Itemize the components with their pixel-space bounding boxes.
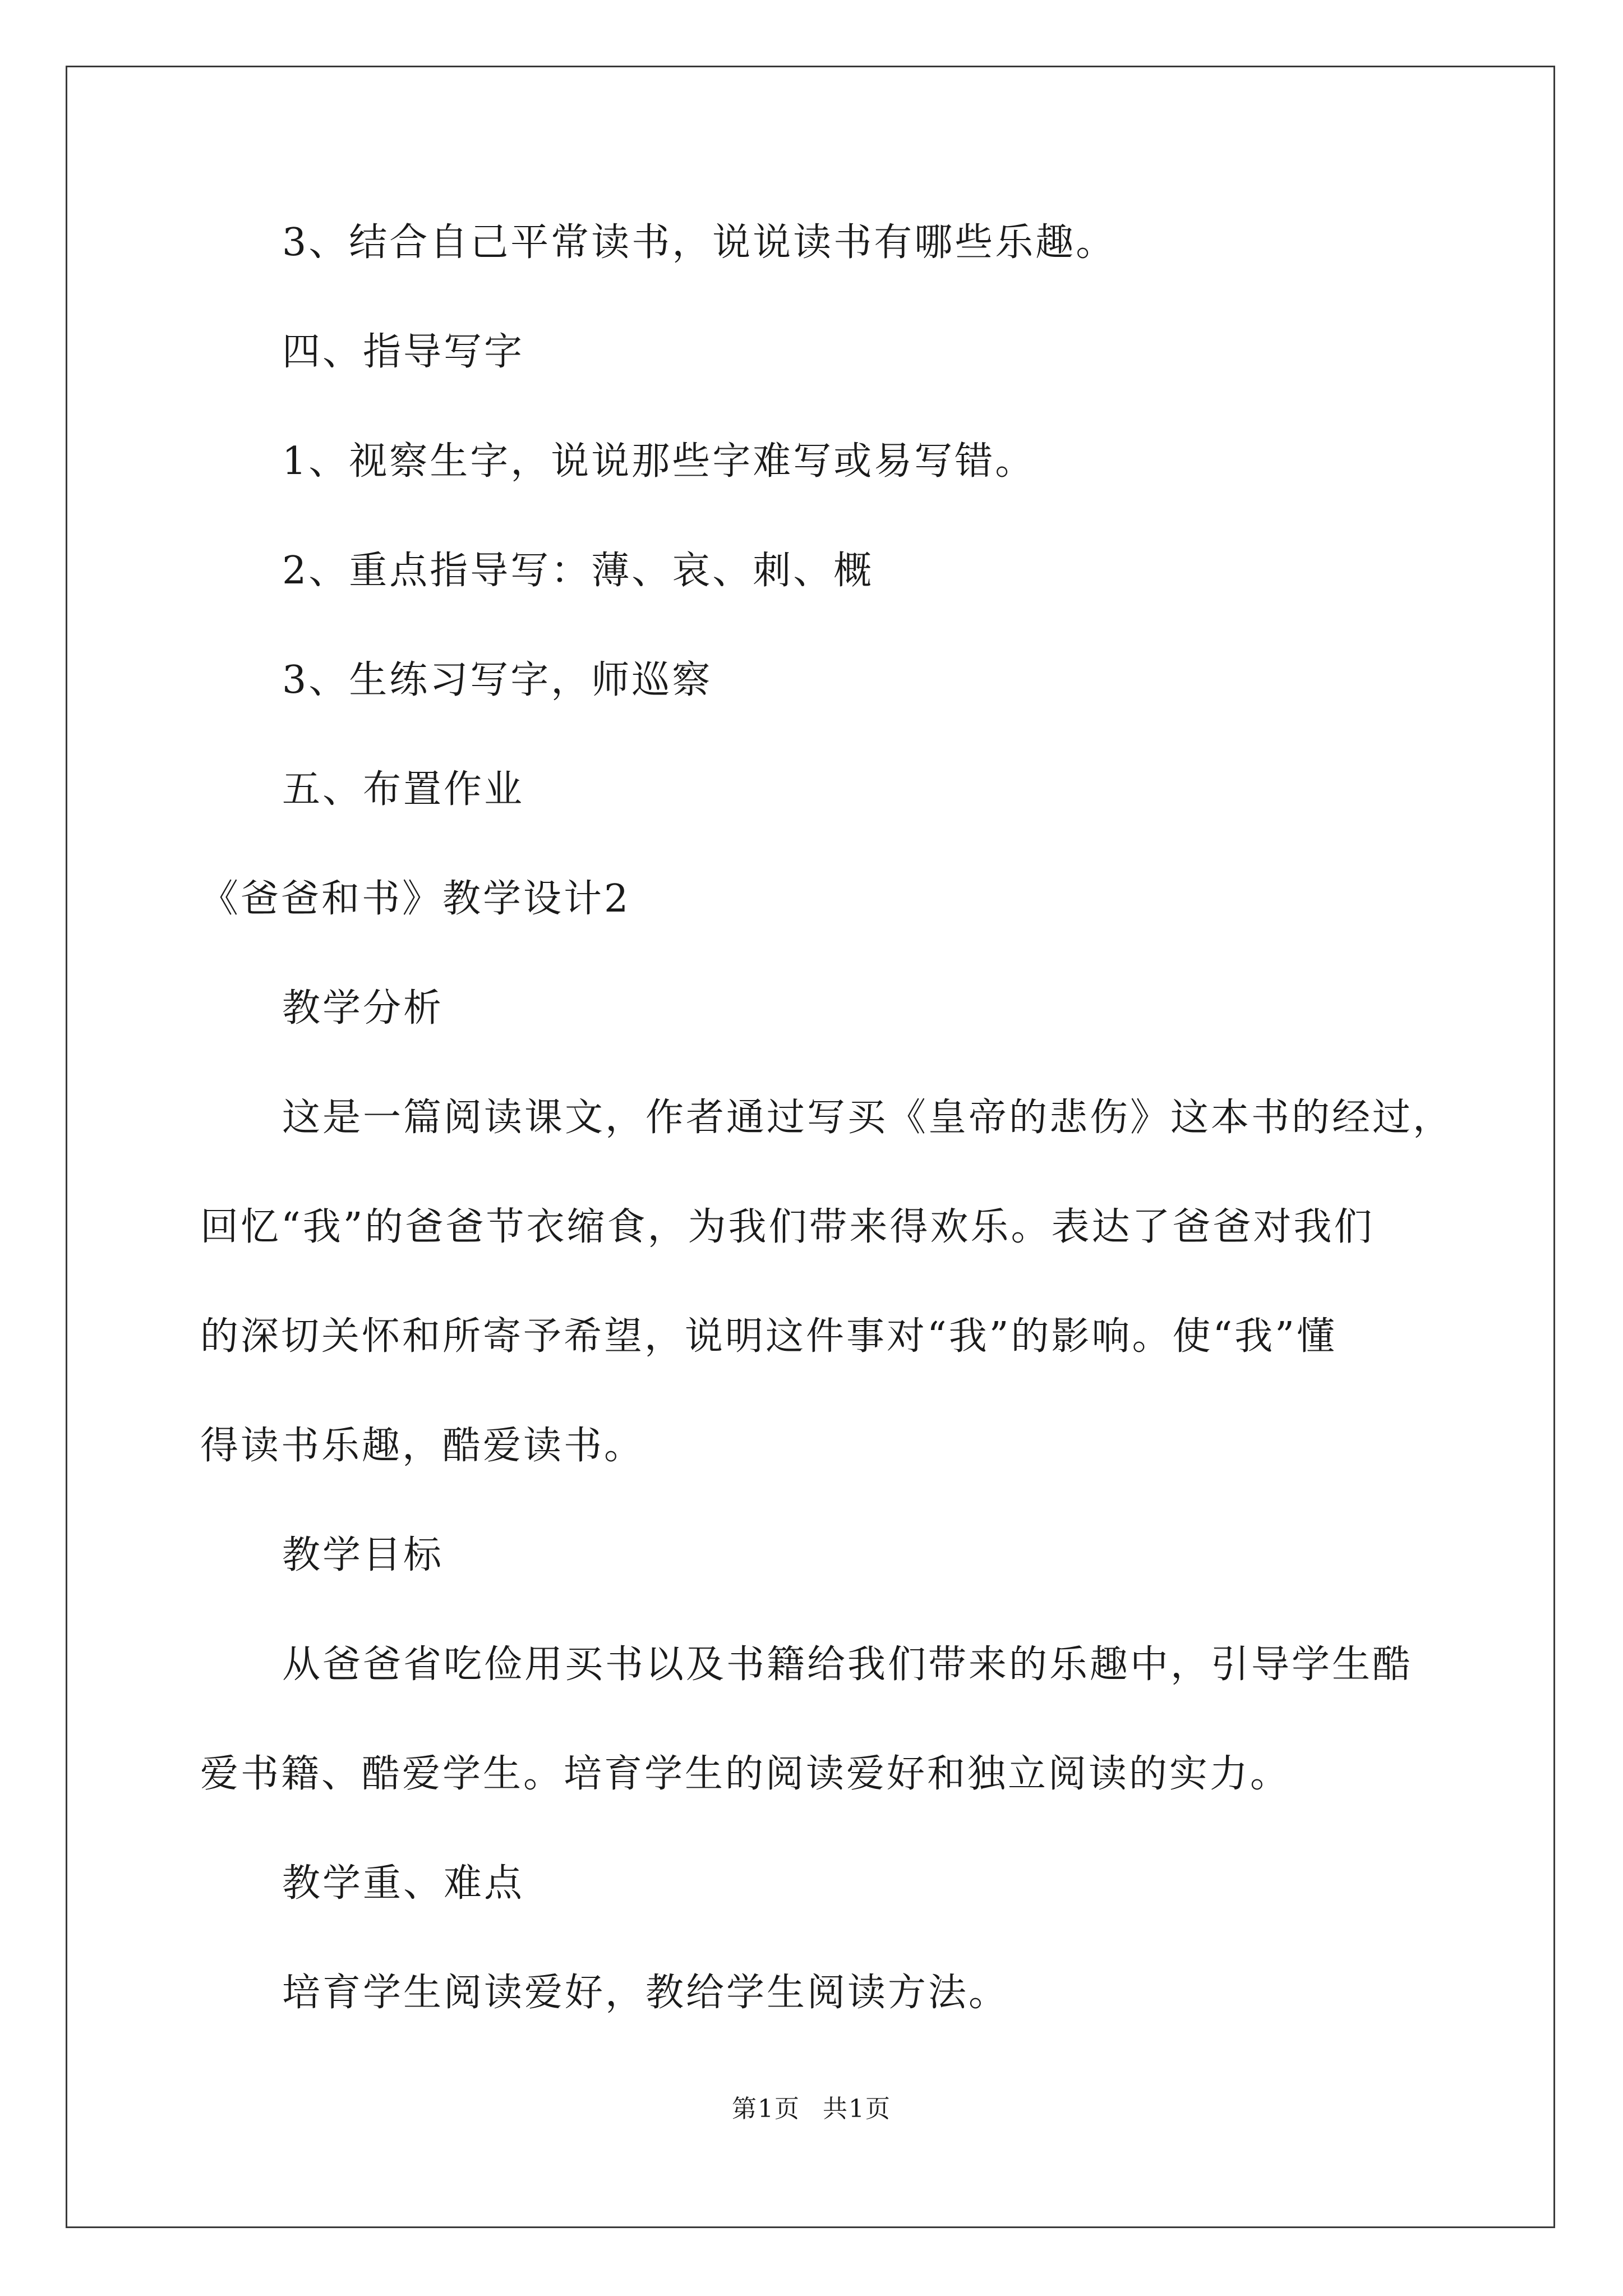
section-heading-writing-guidance: 四、指导写字 xyxy=(282,330,525,374)
page-footer xyxy=(0,2092,1623,2126)
key-difficulties-text: 培育学生阅读爱好，教给学生阅读方法。 xyxy=(282,1971,1009,2015)
analysis-line-3: 的深切关怀和所寄予希望，说明这件事对“我”的影响。使“我”懂 xyxy=(200,1314,1338,1359)
document-title-lesson-design-2: 《爸爸和书》教学设计2 xyxy=(200,877,631,921)
analysis-line-2: 回忆“我”的爸爸节衣缩食，为我们带来得欢乐。表达了爸爸对我们 xyxy=(200,1205,1375,1249)
analysis-line-4: 得读书乐趣，酷爱读书。 xyxy=(200,1424,645,1468)
heading-teaching-analysis: 教学分析 xyxy=(282,986,444,1030)
step-3-reading-fun: 3、结合自己平常读书，说说读书有哪些乐趣。 xyxy=(282,220,1117,265)
step-2-key-characters: 2、重点指导写：薄、哀、刺、概 xyxy=(282,549,874,593)
paragraph-teaching-goals xyxy=(200,1638,1434,1801)
goals-line-2: 爱书籍、酷爱学生。培育学生的阅读爱好和独立阅读的实力。 xyxy=(200,1752,1291,1796)
document-body xyxy=(200,216,1454,2020)
heading-key-difficulties: 教学重、难点 xyxy=(282,1861,525,1906)
section-heading-homework: 五、布置作业 xyxy=(282,767,525,812)
heading-teaching-goals: 教学目标 xyxy=(282,1533,444,1577)
page-number: 第1页 xyxy=(732,2095,800,2123)
step-3-practice-writing: 3、生练习写字，师巡察 xyxy=(282,658,713,702)
analysis-line-1: 这是一篇阅读课文，作者通过写买《皇帝的悲伤》这本书的经过， xyxy=(282,1096,1454,1140)
page-total: 共1页 xyxy=(823,2095,891,2123)
step-1-observe-characters: 1、视察生字，说说那些字难写或易写错。 xyxy=(282,439,1036,484)
paragraph-teaching-analysis xyxy=(200,1091,1454,1473)
goals-line-1: 从爸爸省吃俭用买书以及书籍给我们带来的乐趣中，引导学生酷 xyxy=(282,1642,1413,1687)
